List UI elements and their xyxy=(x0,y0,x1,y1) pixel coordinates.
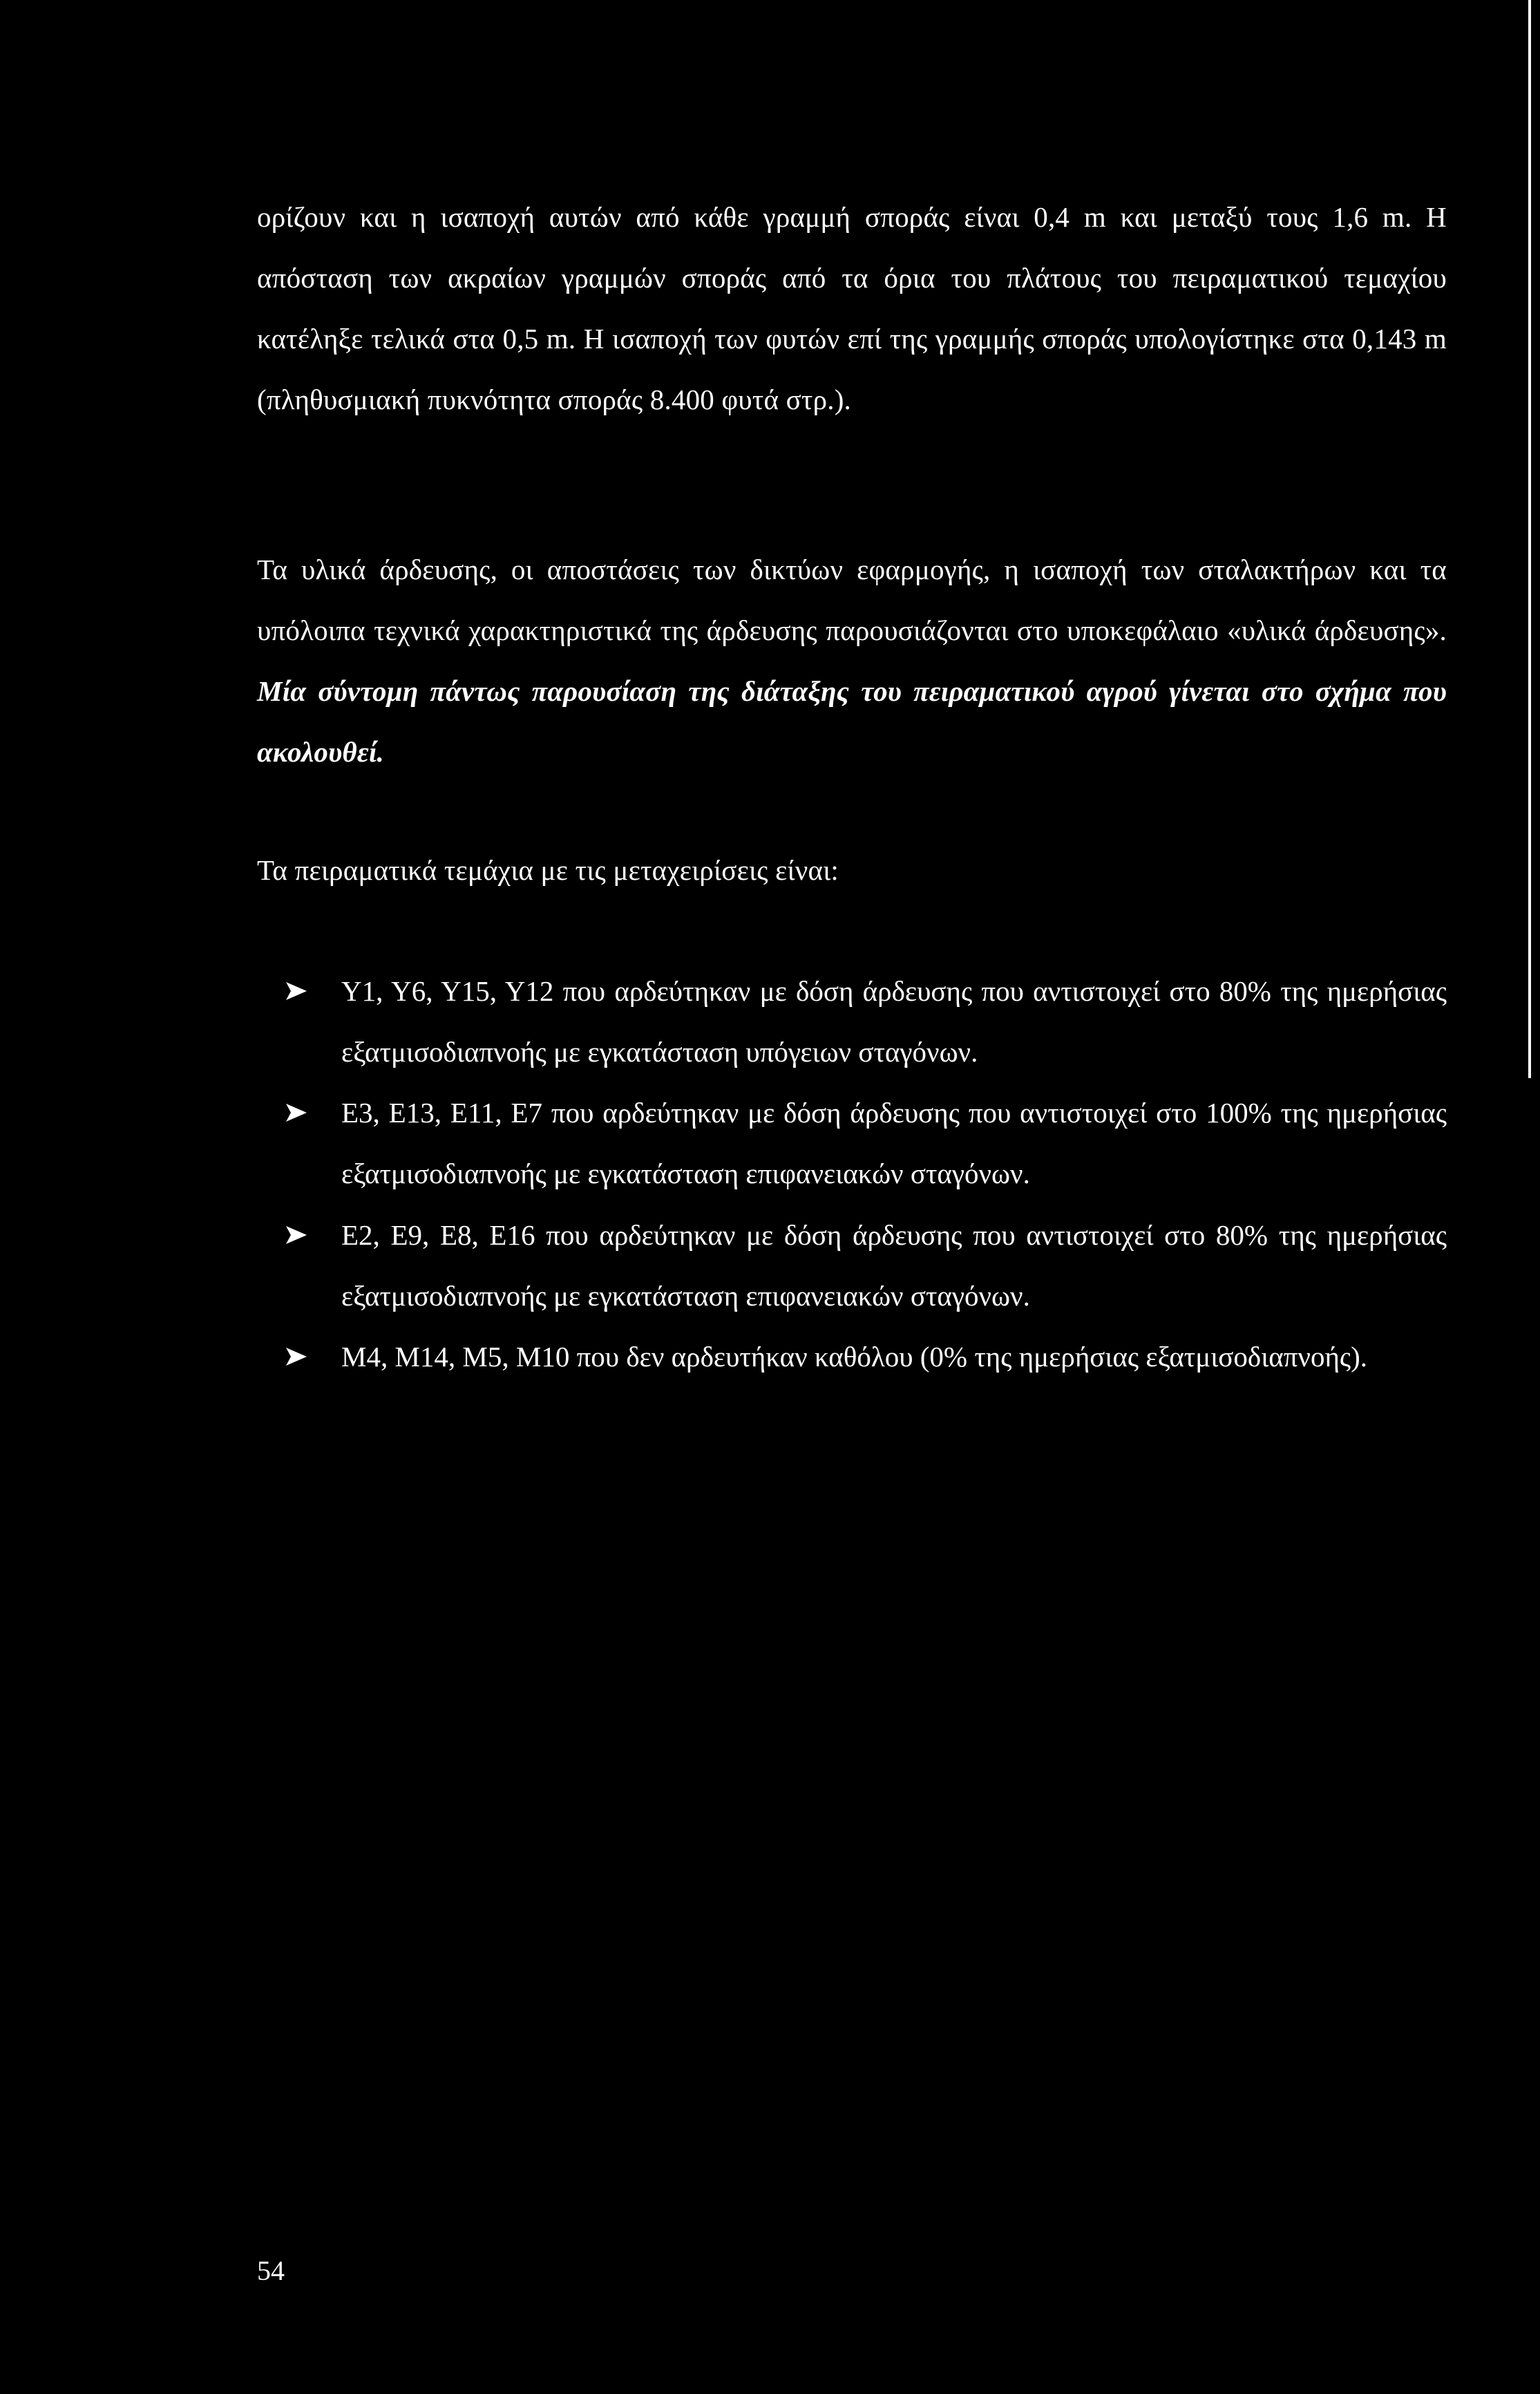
page-number: 54 xyxy=(257,2255,285,2286)
list-item xyxy=(257,1326,1447,1387)
arrowhead-bullet-icon xyxy=(286,1326,314,1387)
arrowhead-bullet-icon xyxy=(286,1082,314,1143)
paragraph-text: Τα πειραματικά τεμάχια με τις μεταχειρίσεις είναι: xyxy=(257,854,839,886)
list-item xyxy=(257,961,1447,1082)
arrowhead-bullet-icon xyxy=(286,1205,314,1265)
arrowhead-bullet-icon xyxy=(286,961,314,1021)
list-item-text: Ε2, Ε9, Ε8, Ε16 που αρδεύτηκαν με δόση άρδευσης που αντιστοιχεί στο 80% της ημερήσιας εξατμισοδιαπνοής με εγκατάσταση επιφανειακών σταγόνων. xyxy=(341,1218,1447,1312)
paragraph-treatments-intro xyxy=(257,840,1447,901)
paragraph-emphasis-text: Μία σύντομη πάντως παρουσίαση της διάταξης του πειραματικού αγρού γίνεται στο σχήμα που ακολουθεί. xyxy=(257,675,1447,769)
list-item-text: Υ1, Υ6, Υ15, Υ12 που αρδεύτηκαν με δόση άρδευσης που αντιστοιχεί στο 80% της ημερήσιας εξατμισοδιαπνοής με εγκατάσταση υπόγειων σταγόνων. xyxy=(341,975,1447,1068)
list-item xyxy=(257,1205,1447,1326)
paragraph-text xyxy=(257,539,1447,783)
list-item xyxy=(257,1082,1447,1204)
treatments-list xyxy=(257,961,1447,1387)
paragraph-text: ορίζουν και η ισαποχή αυτών από κάθε γραμμή σποράς είναι 0,4 m και μεταξύ τους 1,6 m. Η απόσταση των ακραίων γραμμών σποράς από τα όρια του πλάτους του πειραματικού τεμαχίου κατέληξε τελικά στα 0,5 m. Η ισαποχή των φυτών επί της γραμμής σποράς υπολογίστηκε στα 0,143 m (πληθυσμιακή πυκνότητα σποράς 8.400 φυτά στρ.). xyxy=(257,201,1447,416)
list-item-text: Μ4, Μ14, Μ5, Μ10 που δεν αρδευτήκαν καθόλου (0% της ημερήσιας εξατμισοδιαπνοής). xyxy=(341,1340,1368,1373)
page-edge-line xyxy=(1528,0,1531,1078)
paragraph-normal-text: Τα υλικά άρδευσης, οι αποστάσεις των δικτύων εφαρμογής, η ισαποχή των σταλακτήρων και τα υπόλοιπα τεχνικά χαρακτηριστικά της άρδευσης παρουσιάζονται στο υποκεφάλαιο «υλικά άρδευσης». xyxy=(257,554,1447,647)
paragraph-irrigation-materials xyxy=(257,539,1447,783)
list-item-text: Ε3, Ε13, Ε11, Ε7 που αρδεύτηκαν με δόση άρδευσης που αντιστοιχεί στο 100% της ημερήσιας εξατμισοδιαπνοής με εγκατάσταση επιφανειακών σταγόνων. xyxy=(341,1097,1447,1190)
paragraph-planting-layout xyxy=(257,187,1447,431)
